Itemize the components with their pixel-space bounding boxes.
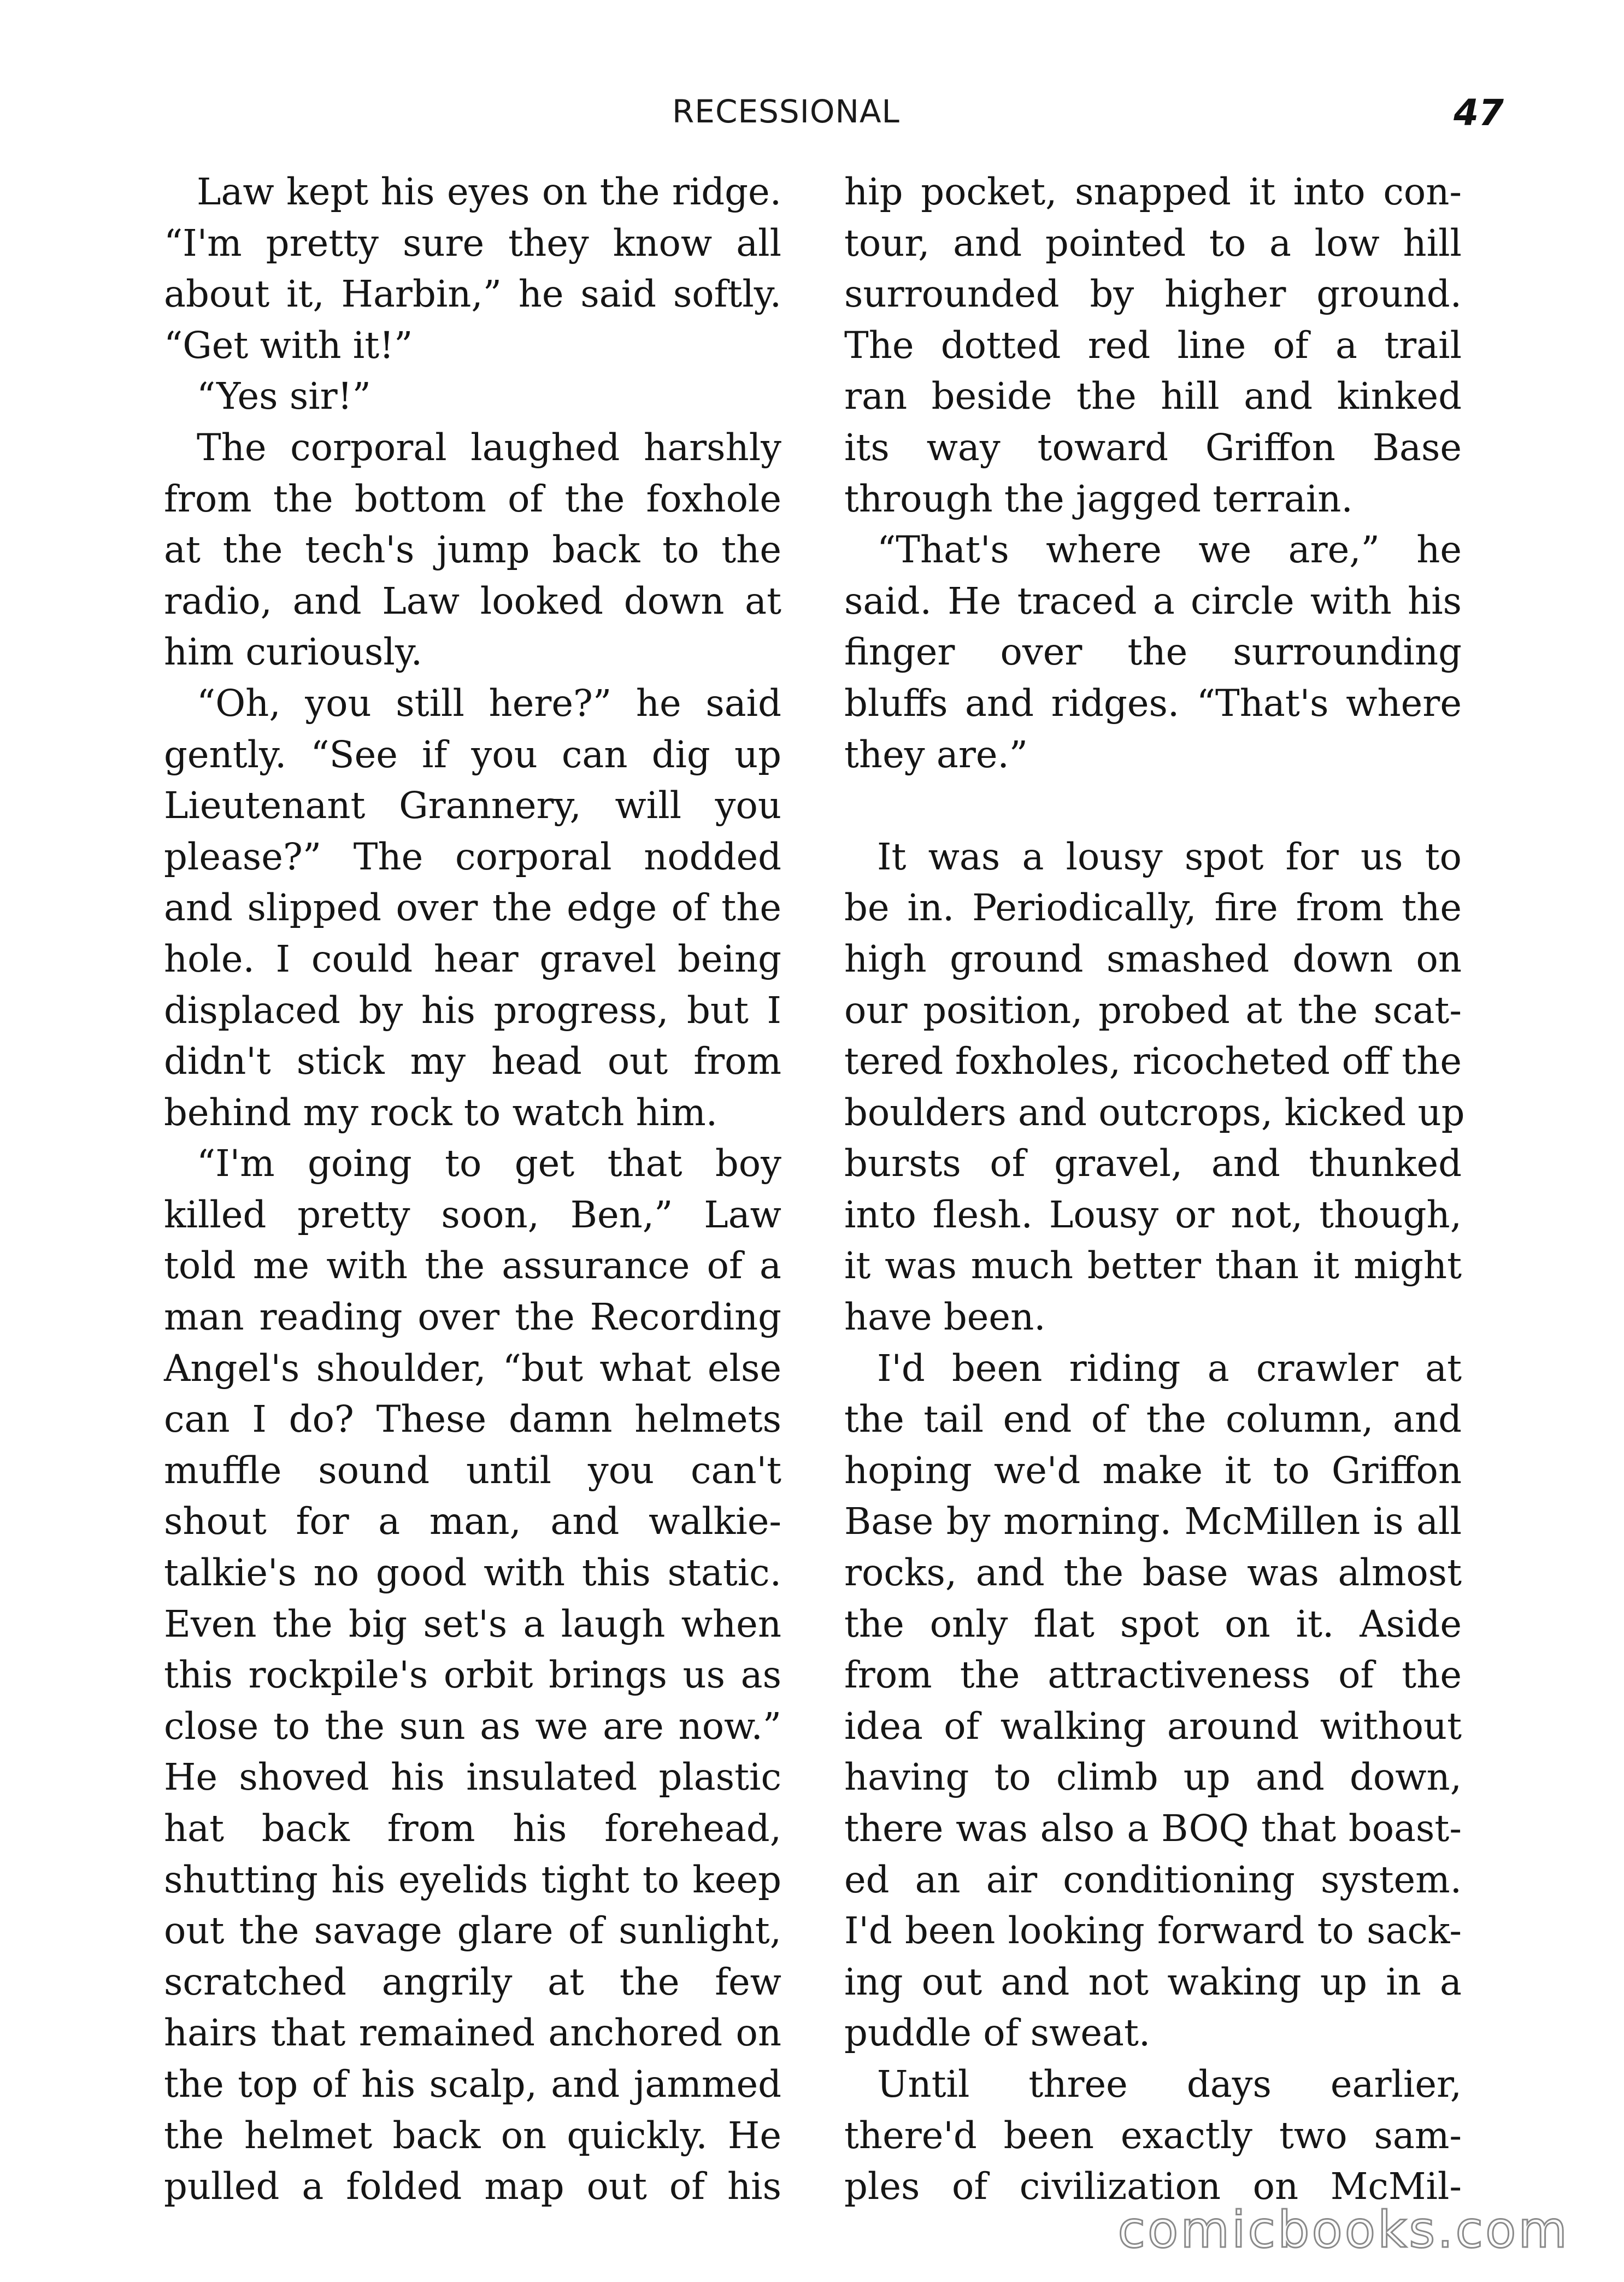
text-line: close to the sun as we are now.” xyxy=(164,1704,781,1748)
text-line: ran beside the hill and kinked xyxy=(844,375,1462,418)
text-line: high ground smashed down on xyxy=(844,937,1462,980)
text-line: talkie's no good with this static. xyxy=(164,1551,781,1595)
text-line: the top of his scalp, and jammed xyxy=(164,2062,781,2105)
text-line: from the bottom of the foxhole xyxy=(164,477,781,520)
text-line: boulders and outcrops, kicked up xyxy=(844,1091,1465,1134)
text-line: there was also a BOQ that boast- xyxy=(844,1807,1462,1850)
text-line: The corporal laughed harshly xyxy=(197,426,781,469)
text-line: puddle of sweat. xyxy=(844,2012,1151,2055)
text-line: told me with the assurance of a xyxy=(164,1244,781,1287)
text-line: the only flat spot on it. Aside xyxy=(844,1602,1462,1645)
text-line: the helmet back on quickly. He xyxy=(164,2114,781,2157)
text-line: into flesh. Lousy or not, though, xyxy=(844,1193,1462,1236)
text-line: behind my rock to watch him. xyxy=(164,1091,718,1134)
text-line: hairs that remained anchored on xyxy=(164,2012,781,2055)
text-line: this rockpile's orbit brings us as xyxy=(164,1654,781,1697)
text-line: there'd been exactly two sam- xyxy=(844,2114,1462,2157)
text-line: “Oh, you still here?” he said xyxy=(197,681,781,725)
text-line: shutting his eyelids tight to keep xyxy=(164,1858,781,1901)
text-line: it was much better than it might xyxy=(844,1244,1462,1287)
text-line: didn't stick my head out from xyxy=(164,1040,781,1083)
text-line: bursts of gravel, and thunked xyxy=(844,1142,1462,1185)
text-line: its way toward Griffon Base xyxy=(844,426,1462,469)
text-line: Lieutenant Grannery, will you xyxy=(164,784,781,827)
text-line: at the tech's jump back to the xyxy=(164,528,781,572)
text-line: radio, and Law looked down at xyxy=(164,579,781,622)
text-column-left xyxy=(164,167,781,2213)
text-line: please?” The corporal nodded xyxy=(164,835,781,878)
text-line: from the attractiveness of the xyxy=(844,1654,1462,1697)
text-line: Law kept his eyes on the ridge. xyxy=(197,170,781,213)
watermark: comicbooks.com xyxy=(1117,2201,1569,2259)
text-line: him curiously. xyxy=(164,631,423,674)
running-title: RECESSIONAL xyxy=(672,93,900,130)
text-line: ing out and not waking up in a xyxy=(844,1960,1462,2003)
text-line: idea of walking around without xyxy=(844,1704,1462,1748)
text-line: can I do? These damn helmets xyxy=(164,1398,781,1441)
text-line: Until three days earlier, xyxy=(877,2062,1462,2105)
text-line: our position, probed at the scat- xyxy=(844,989,1462,1032)
text-line: It was a lousy spot for us to xyxy=(877,835,1462,878)
text-line: finger over the surrounding xyxy=(844,631,1462,674)
text-line: tour, and pointed to a low hill xyxy=(844,221,1462,264)
text-line: I'd been looking forward to sack- xyxy=(844,1909,1462,1952)
text-line: “I'm going to get that boy xyxy=(197,1142,781,1185)
text-line: “I'm pretty sure they know all xyxy=(164,221,781,264)
text-line: have been. xyxy=(844,1296,1046,1339)
text-line: shout for a man, and walkie- xyxy=(164,1500,781,1543)
text-line: “That's where we are,” he xyxy=(877,528,1462,572)
text-line: hoping we'd make it to Griffon xyxy=(844,1449,1462,1492)
text-line: about it, Harbin,” he said softly. xyxy=(164,273,781,316)
text-line: out the savage glare of sunlight, xyxy=(164,1909,781,1952)
text-line: the tail end of the column, and xyxy=(844,1398,1462,1441)
text-column-right xyxy=(844,167,1465,2213)
text-line: rocks, and the base was almost xyxy=(844,1551,1462,1595)
text-line: Base by morning. McMillen is all xyxy=(844,1500,1462,1543)
text-line: tered foxholes, ricocheted off the xyxy=(844,1040,1462,1083)
text-line: be in. Periodically, fire from the xyxy=(844,886,1462,930)
text-line: said. He traced a circle with his xyxy=(844,579,1462,622)
text-line: they are.” xyxy=(844,733,1028,776)
text-line: ed an air conditioning system. xyxy=(844,1858,1462,1901)
text-line: He shoved his insulated plastic xyxy=(164,1756,781,1799)
text-line: having to climb up and down, xyxy=(844,1756,1462,1799)
text-line: Angel's shoulder, “but what else xyxy=(164,1346,781,1390)
text-line: pulled a folded map out of his xyxy=(164,2165,781,2208)
text-line: hole. I could hear gravel being xyxy=(164,937,781,980)
text-line xyxy=(844,780,1462,832)
page-number: 47 xyxy=(1454,92,1504,134)
text-line: “Yes sir!” xyxy=(197,375,371,418)
text-line: muffle sound until you can't xyxy=(164,1449,781,1492)
text-line: “Get with it!” xyxy=(164,324,413,367)
text-line: The dotted red line of a trail xyxy=(844,324,1462,367)
text-line: Even the big set's a laugh when xyxy=(164,1602,781,1645)
text-line: killed pretty soon, Ben,” Law xyxy=(164,1193,781,1236)
text-line: surrounded by higher ground. xyxy=(844,273,1462,316)
text-line: displaced by his progress, but I xyxy=(164,989,781,1032)
text-line: hip pocket, snapped it into con- xyxy=(844,170,1462,213)
text-line: hat back from his forehead, xyxy=(164,1807,781,1850)
text-line: through the jagged terrain. xyxy=(844,477,1353,520)
text-line: and slipped over the edge of the xyxy=(164,886,781,930)
text-line: man reading over the Recording xyxy=(164,1296,781,1339)
text-line: bluffs and ridges. “That's where xyxy=(844,681,1462,725)
text-line: scratched angrily at the few xyxy=(164,1960,781,2003)
text-line: I'd been riding a crawler at xyxy=(877,1346,1462,1390)
text-line: gently. “See if you can dig up xyxy=(164,733,781,776)
text-line: ples of civilization on McMil- xyxy=(844,2165,1462,2208)
